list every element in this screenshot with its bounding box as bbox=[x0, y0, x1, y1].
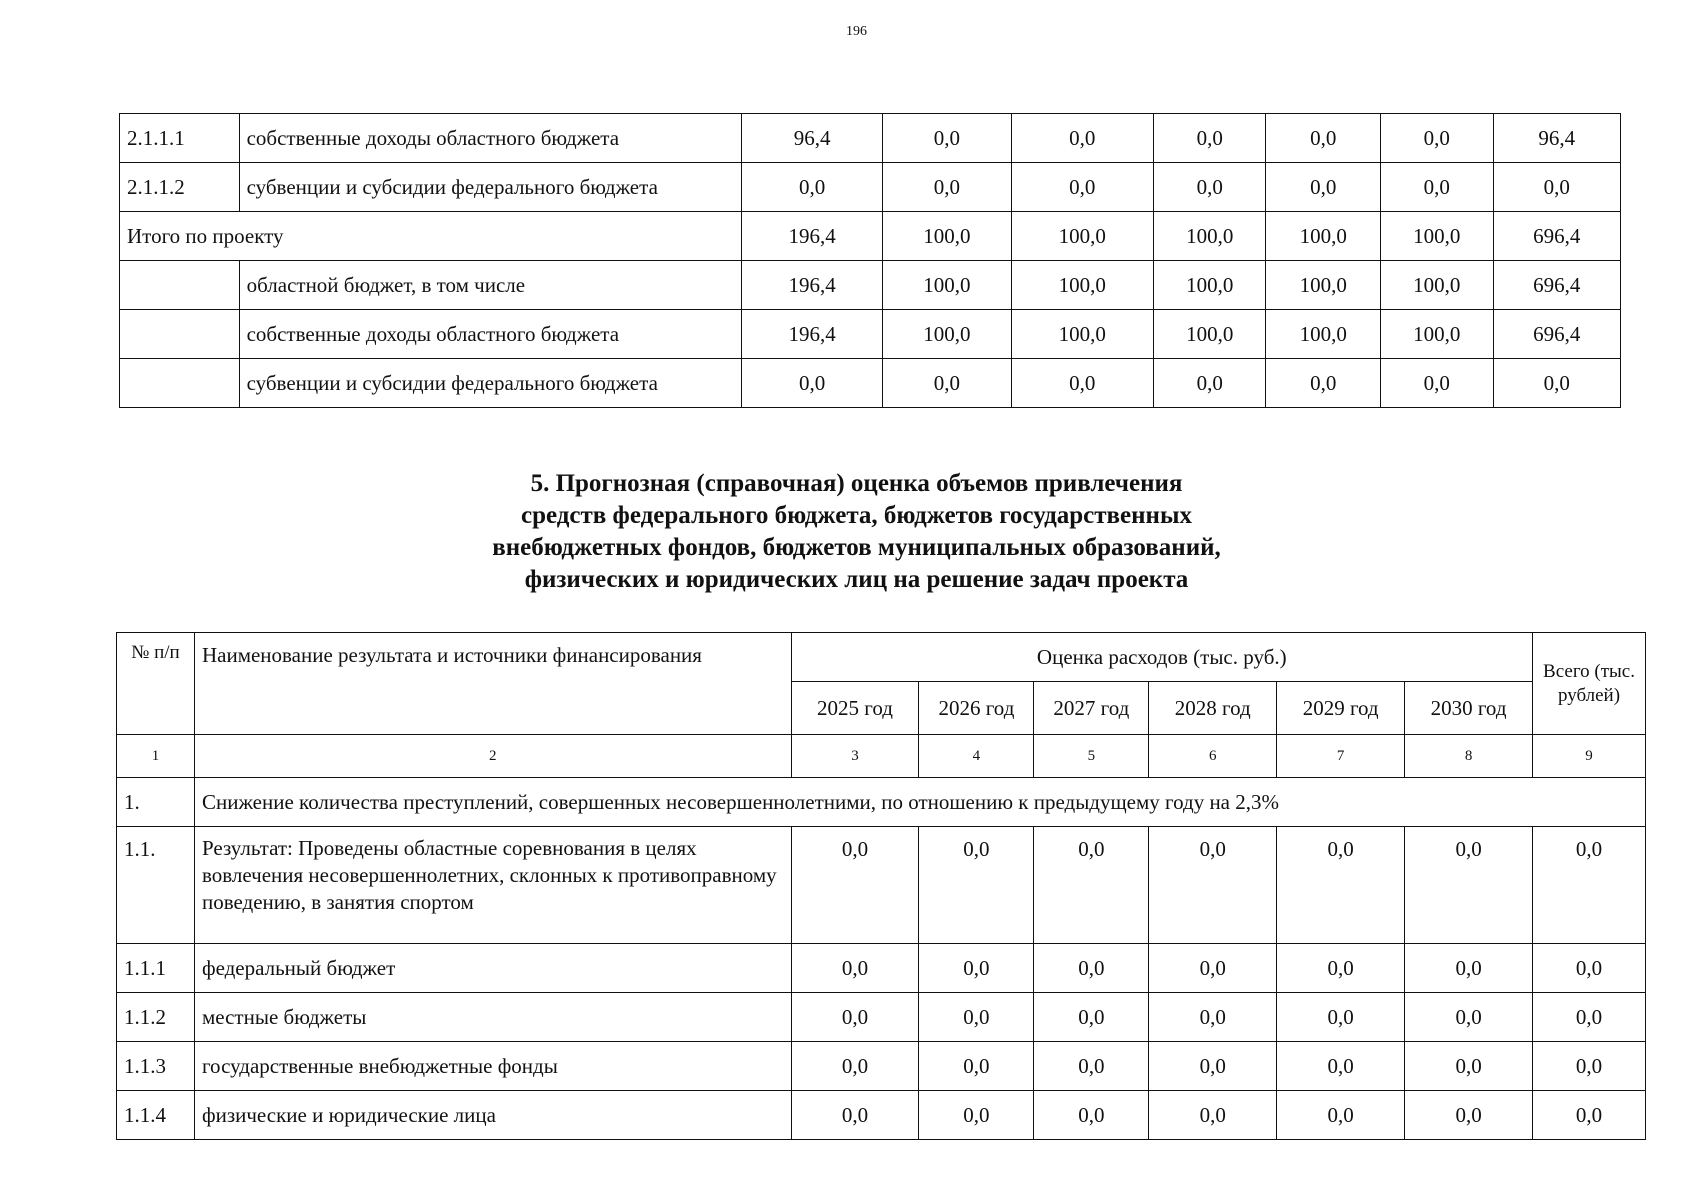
value-cell: 0,0 bbox=[1034, 1042, 1149, 1091]
table-row bbox=[117, 993, 1646, 1042]
value-cell: 0,0 bbox=[883, 163, 1011, 212]
header-year: 2026 год bbox=[919, 682, 1034, 735]
header-year: 2029 год bbox=[1277, 682, 1405, 735]
value-cell: 100,0 bbox=[1153, 212, 1266, 261]
value-cell: 100,0 bbox=[1266, 212, 1381, 261]
value-cell: 0,0 bbox=[1149, 993, 1277, 1042]
value-cell: 100,0 bbox=[883, 261, 1011, 310]
value-cell: 0,0 bbox=[791, 993, 919, 1042]
value-cell: 0,0 bbox=[919, 993, 1034, 1042]
task-text: Снижение количества преступлений, совершенных несовершеннолетними, по отношению к предыдущему году на 2,3% bbox=[194, 778, 1645, 827]
header-name: Наименование результата и источники финансирования bbox=[194, 633, 791, 735]
total-cell: 0,0 bbox=[1533, 944, 1646, 993]
row-code: 2.1.1.1 bbox=[120, 114, 240, 163]
value-cell: 0,0 bbox=[1405, 1091, 1533, 1140]
value-cell: 0,0 bbox=[919, 1042, 1034, 1091]
row-code: 1.1.2 bbox=[117, 993, 195, 1042]
row-code: 2.1.1.2 bbox=[120, 163, 240, 212]
column-number: 5 bbox=[1034, 735, 1149, 778]
forecast-table bbox=[116, 632, 1646, 1140]
value-cell: 0,0 bbox=[1149, 827, 1277, 944]
value-cell: 0,0 bbox=[1405, 944, 1533, 993]
value-cell: 0,0 bbox=[1149, 1042, 1277, 1091]
value-cell: 0,0 bbox=[1380, 114, 1493, 163]
value-cell: 0,0 bbox=[1153, 114, 1266, 163]
table-row bbox=[117, 944, 1646, 993]
row-name: государственные внебюджетные фонды bbox=[194, 1042, 791, 1091]
value-cell: 0,0 bbox=[919, 944, 1034, 993]
value-cell: 0,0 bbox=[1277, 944, 1405, 993]
row-code: 1.1.4 bbox=[117, 1091, 195, 1140]
table-row-total bbox=[120, 212, 1621, 261]
table-row bbox=[120, 114, 1621, 163]
column-number: 4 bbox=[919, 735, 1034, 778]
value-cell: 0,0 bbox=[1405, 827, 1533, 944]
value-cell: 0,0 bbox=[1266, 359, 1381, 408]
section-title-line: физических и юридических лиц на решение задач проекта bbox=[524, 566, 1189, 593]
value-cell: 96,4 bbox=[741, 114, 882, 163]
table-row bbox=[120, 359, 1621, 408]
header-year: 2028 год bbox=[1149, 682, 1277, 735]
total-cell: 696,4 bbox=[1493, 261, 1620, 310]
header-estimate: Оценка расходов (тыс. руб.) bbox=[791, 633, 1532, 682]
value-cell: 0,0 bbox=[741, 163, 882, 212]
value-cell: 0,0 bbox=[1153, 359, 1266, 408]
value-cell: 0,0 bbox=[1011, 163, 1153, 212]
value-cell: 100,0 bbox=[1153, 261, 1266, 310]
section-title-line: внебюджетных фондов, бюджетов муниципальных образований, bbox=[492, 534, 1221, 561]
column-number: 2 bbox=[194, 735, 791, 778]
row-code bbox=[120, 310, 240, 359]
value-cell: 0,0 bbox=[1277, 827, 1405, 944]
value-cell: 0,0 bbox=[1277, 993, 1405, 1042]
row-name: федеральный бюджет bbox=[194, 944, 791, 993]
table-row bbox=[120, 310, 1621, 359]
value-cell: 0,0 bbox=[919, 827, 1034, 944]
row-name: физические и юридические лица bbox=[194, 1091, 791, 1140]
row-name: субвенции и субсидии федерального бюджета bbox=[239, 163, 741, 212]
value-cell: 100,0 bbox=[1380, 261, 1493, 310]
row-name: субвенции и субсидии федерального бюджета bbox=[239, 359, 741, 408]
value-cell: 0,0 bbox=[1034, 944, 1149, 993]
value-cell: 0,0 bbox=[791, 1042, 919, 1091]
total-cell: 96,4 bbox=[1493, 114, 1620, 163]
value-cell: 196,4 bbox=[741, 310, 882, 359]
row-name: собственные доходы областного бюджета bbox=[239, 114, 741, 163]
column-number: 8 bbox=[1405, 735, 1533, 778]
value-cell: 100,0 bbox=[1266, 261, 1381, 310]
table-row bbox=[117, 1091, 1646, 1140]
column-number: 6 bbox=[1149, 735, 1277, 778]
task-row bbox=[117, 778, 1646, 827]
header-year: 2030 год bbox=[1405, 682, 1533, 735]
total-cell: 696,4 bbox=[1493, 212, 1620, 261]
value-cell: 0,0 bbox=[1153, 163, 1266, 212]
value-cell: 100,0 bbox=[1380, 212, 1493, 261]
value-cell: 0,0 bbox=[1266, 163, 1381, 212]
table-row bbox=[120, 261, 1621, 310]
row-name: местные бюджеты bbox=[194, 993, 791, 1042]
header-year: 2025 год bbox=[791, 682, 919, 735]
row-code bbox=[120, 261, 240, 310]
value-cell: 0,0 bbox=[1011, 114, 1153, 163]
page-number: 196 bbox=[846, 24, 867, 39]
value-cell: 100,0 bbox=[1380, 310, 1493, 359]
value-cell: 196,4 bbox=[741, 261, 882, 310]
value-cell: 0,0 bbox=[1266, 114, 1381, 163]
row-code: 1.1.1 bbox=[117, 944, 195, 993]
value-cell: 0,0 bbox=[883, 359, 1011, 408]
value-cell: 0,0 bbox=[1034, 1091, 1149, 1140]
value-cell: 0,0 bbox=[1034, 827, 1149, 944]
value-cell: 100,0 bbox=[1011, 310, 1153, 359]
section-title-line: 5. Прогнозная (справочная) оценка объемов привлечения bbox=[530, 470, 1183, 497]
header-year: 2027 год bbox=[1034, 682, 1149, 735]
column-numbers-row bbox=[117, 735, 1646, 778]
total-cell: 0,0 bbox=[1533, 1042, 1646, 1091]
value-cell: 100,0 bbox=[1011, 261, 1153, 310]
value-cell: 0,0 bbox=[741, 359, 882, 408]
value-cell: 100,0 bbox=[883, 212, 1011, 261]
column-number: 7 bbox=[1277, 735, 1405, 778]
task-code: 1. bbox=[117, 778, 195, 827]
total-cell: 0,0 bbox=[1493, 359, 1620, 408]
row-code bbox=[120, 359, 240, 408]
value-cell: 0,0 bbox=[1380, 163, 1493, 212]
value-cell: 0,0 bbox=[1277, 1091, 1405, 1140]
row-name: областной бюджет, в том числе bbox=[239, 261, 741, 310]
column-number: 1 bbox=[117, 735, 195, 778]
value-cell: 100,0 bbox=[1266, 310, 1381, 359]
total-cell: 0,0 bbox=[1533, 993, 1646, 1042]
project-total-label: Итого по проекту bbox=[120, 212, 742, 261]
total-cell: 696,4 bbox=[1493, 310, 1620, 359]
value-cell: 0,0 bbox=[791, 1091, 919, 1140]
total-cell: 0,0 bbox=[1493, 163, 1620, 212]
row-name: Результат: Проведены областные соревнования в целях вовлечения несовершеннолетних, склонных к противоправному поведению, в занятия спортом bbox=[194, 827, 791, 944]
header-num: № п/п bbox=[117, 633, 195, 735]
value-cell: 0,0 bbox=[1034, 993, 1149, 1042]
row-name: собственные доходы областного бюджета bbox=[239, 310, 741, 359]
value-cell: 100,0 bbox=[1011, 212, 1153, 261]
value-cell: 0,0 bbox=[883, 114, 1011, 163]
value-cell: 0,0 bbox=[1405, 993, 1533, 1042]
value-cell: 0,0 bbox=[791, 827, 919, 944]
table-row bbox=[117, 827, 1646, 944]
column-number: 9 bbox=[1533, 735, 1646, 778]
table-row bbox=[117, 1042, 1646, 1091]
row-code: 1.1.3 bbox=[117, 1042, 195, 1091]
total-cell: 0,0 bbox=[1533, 1091, 1646, 1140]
value-cell: 0,0 bbox=[1149, 1091, 1277, 1140]
value-cell: 196,4 bbox=[741, 212, 882, 261]
table-row bbox=[120, 163, 1621, 212]
section-title-line: средств федерального бюджета, бюджетов государственных bbox=[521, 502, 1192, 529]
header-row bbox=[117, 633, 1646, 682]
value-cell: 100,0 bbox=[883, 310, 1011, 359]
value-cell: 0,0 bbox=[1380, 359, 1493, 408]
value-cell: 0,0 bbox=[1149, 944, 1277, 993]
header-total: Всего (тыс. рублей) bbox=[1533, 633, 1646, 735]
row-code: 1.1. bbox=[117, 827, 195, 944]
value-cell: 0,0 bbox=[1011, 359, 1153, 408]
value-cell: 0,0 bbox=[1405, 1042, 1533, 1091]
funding-table-continued bbox=[119, 113, 1621, 408]
section-title bbox=[0, 468, 1697, 596]
total-cell: 0,0 bbox=[1533, 827, 1646, 944]
value-cell: 0,0 bbox=[919, 1091, 1034, 1140]
value-cell: 0,0 bbox=[1277, 1042, 1405, 1091]
value-cell: 100,0 bbox=[1153, 310, 1266, 359]
value-cell: 0,0 bbox=[791, 944, 919, 993]
column-number: 3 bbox=[791, 735, 919, 778]
